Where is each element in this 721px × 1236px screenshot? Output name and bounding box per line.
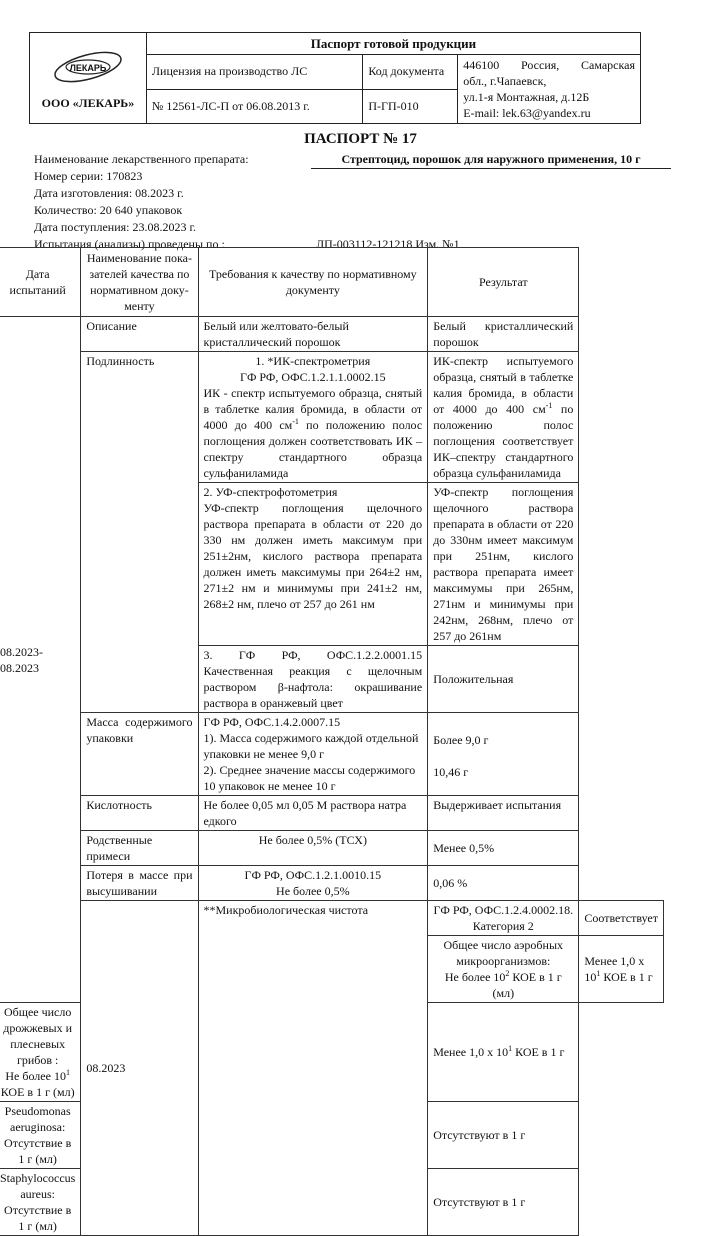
drug-label: Наименование лекарственного препарата: [34, 152, 249, 166]
loss-ref: ГФ РФ, ОФС.1.2.1.0010.15 [244, 868, 382, 882]
res-related: Менее 0,5% [428, 831, 579, 866]
req-micro [428, 901, 579, 936]
staph-limit: Отсутствие в 1 г (мл) [4, 1203, 72, 1233]
aerobic-limit: Не более $10^2$ КОЕ в 1 г (мл) [444, 969, 562, 1000]
uv-title: 2. УФ-спектрофотометрия [203, 485, 338, 499]
mass-ref: ГФ РФ, ОФС.1.4.2.0007.15 [203, 715, 341, 729]
address-cell [458, 55, 641, 124]
series: Номер серии: 170823 [34, 169, 143, 183]
company-logo [48, 46, 128, 88]
header-requirement: Требования к качеству по нормативному документу [198, 248, 428, 317]
req-uv [198, 483, 428, 646]
address-line-2: обл., г.Чапаевск, [463, 74, 547, 88]
passport-title: ПАСПОРТ № 17 [304, 131, 417, 147]
header-date: Дата испытаний [0, 248, 81, 317]
req-acidity: Не более 0,05 мл 0,05 М раствора натра едкого [198, 796, 428, 831]
micro-ref: ГФ РФ, ОФС.1.2.4.0002.18. [433, 903, 574, 917]
table-row [0, 901, 664, 936]
res-acidity: Выдерживает испытания [428, 796, 579, 831]
received-date: Дата поступления: 23.08.2023 г. [34, 220, 197, 234]
indicator-loss: Потеря в массе при высушивании [81, 866, 198, 901]
staph-label: Staphylococcus aureus: [0, 1171, 76, 1201]
yeast-label: Общее число дрожжевых и плесневых грибов : [3, 1005, 73, 1067]
address-line-1: 446100 Россия, Самарская [463, 58, 635, 72]
tests-label: Испытания (анализы) проведены по : [34, 237, 225, 251]
logo-text: ЛЕКАРЬ [69, 62, 107, 73]
indicator-description: Описание [81, 317, 198, 352]
table-row [0, 831, 664, 866]
pseudo-label: Pseudomonas aeruginosa: [4, 1104, 71, 1134]
res-aerobic: Менее 1,0 x $10^1$ КОЕ в 1 г [579, 936, 664, 1003]
mass-req-a: 1). Масса содержимого каждой отдельной упаковки не менее 9,0 г [203, 731, 419, 761]
doc-code: П-ГП-010 [363, 89, 458, 124]
address-line-3: ул.1-я Монтажная, д.12Б [463, 90, 590, 104]
res-staph: Отсутствуют в 1 г [428, 1169, 579, 1236]
aerobic-label: Общее число аэробных микроорганизмов: [443, 938, 564, 968]
res-loss: 0,06 % [428, 866, 579, 901]
res-uv: УФ-спектр поглощения щелочного раствора препарата в области от 220 до 330нм имеет максимум при 251нм, кислого раствора препарата имеет максимумы при 265нм, 271нм и минимумы при 242нм, 268нм, плечо от 257 до 261нм [428, 483, 579, 646]
mass-res-b: 10,46 г [433, 765, 469, 779]
req-mass [198, 713, 428, 796]
req-staph [0, 1169, 81, 1236]
indicator-micro: **Микробиологическая чистота [198, 901, 428, 1236]
indicator-identity: Подлинность [81, 352, 198, 713]
req-aerobic [428, 936, 579, 1003]
ir-ref: ГФ РФ, ОФС.1.2.1.1.0002.15 [240, 370, 386, 384]
req-ir [198, 352, 428, 483]
table-row [0, 352, 664, 483]
req-reaction: 3. ГФ РФ, ОФС.1.2.2.0001.15 Качественная реакция с щелочным раствором β-нафтола: окрашивание раствора в оранжевый цвет [198, 646, 428, 713]
mass-req-b: 2). Среднее значение массы содержимого 10 упаковок не менее 10 г [203, 763, 416, 793]
indicator-related: Родственные примеси [81, 831, 198, 866]
table-header-row [0, 248, 664, 317]
tests-doc: ЛП-003112-121218 Изм. №1 [316, 237, 460, 251]
pseudo-limit: Отсутствие в 1 г (мл) [4, 1136, 72, 1166]
test-date-1: 08.2023- 08.2023 [0, 317, 81, 1003]
indicator-mass: Масса содержимого упаковки [81, 713, 198, 796]
license-label: Лицензия на производство ЛС [146, 55, 363, 90]
table-row [0, 713, 664, 796]
mass-res-a: Более 9,0 г [433, 733, 489, 747]
drug-name: Стрептоцид, порошок для наружного применения, 10 г [311, 151, 671, 169]
loss-limit: Не более 0,5% [276, 884, 350, 898]
res-micro: Соответствует [579, 901, 664, 936]
res-mass [428, 713, 579, 796]
req-description: Белый или желтовато-белый кристаллический порошок [198, 317, 428, 352]
header-result: Результат [428, 248, 579, 317]
res-reaction: Положительная [428, 646, 579, 713]
table-row [0, 866, 664, 901]
res-ir: ИК-спектр испытуемого образца, снятый в таблетке калия бромида, в области от 4000 до 400 $см^{-1}$ по положению полос поглощения соответствует ИК–спектру стандартного образца сульфаниламида [428, 352, 579, 483]
micro-category: Категория 2 [472, 919, 534, 933]
quantity: Количество: 20 640 упаковок [34, 203, 183, 217]
passport-info [34, 151, 674, 253]
doc-code-label: Код документа [363, 55, 458, 90]
company-cell [30, 33, 147, 124]
license-number: № 12561-ЛС-П от 06.08.2013 г. [146, 89, 363, 124]
test-date-2: 08.2023 [81, 901, 198, 1236]
indicator-acidity: Кислотность [81, 796, 198, 831]
table-row [0, 796, 664, 831]
req-loss [198, 866, 428, 901]
res-description: Белый кристаллический порошок [428, 317, 579, 352]
res-pseudomonas: Отсутствуют в 1 г [428, 1102, 579, 1169]
ir-text: ИК - спектр испытуемого образца, снятый в таблетке калия бромида, в области от 4000 до 400 $см^{-1}$ по положению полос поглощения должен соответствовать ИК – спектру стандартного образца сульфаниламида [203, 386, 423, 480]
ir-title: 1. *ИК-спектрометрия [255, 354, 371, 368]
res-yeast: Менее 1,0 x $10^1$ КОЕ в 1 г [428, 1003, 579, 1102]
yeast-limit: Не более $10^1$ КОЕ в 1 г (мл) [0, 1068, 75, 1099]
doc-title: Паспорт готовой продукции [146, 33, 640, 55]
header-indicator: Наименование пока- зателей качества по нормативном доку- менту [81, 248, 198, 317]
quality-table [0, 247, 664, 1236]
manufactured-date: Дата изготовления: 08.2023 г. [34, 186, 184, 200]
header-table [29, 32, 641, 124]
email: E-mail: lek.63@yandex.ru [463, 106, 591, 120]
company-name: ООО «ЛЕКАРЬ» [41, 95, 135, 110]
table-row [0, 317, 664, 352]
req-pseudomonas [0, 1102, 81, 1169]
req-related: Не более 0,5% (ТСХ) [198, 831, 428, 866]
req-yeast [0, 1003, 81, 1102]
uv-text: УФ-спектр поглощения щелочного раствора препарата в области от 220 до 330 нм должен иметь максимум при 251±2нм, кислого раствора препарата должен иметь максимумы при 264±2 нм, 271±2 нм и минимумы при 241±2 нм, 268±2 нм, плечо от 257 до 261 нм [203, 501, 423, 611]
